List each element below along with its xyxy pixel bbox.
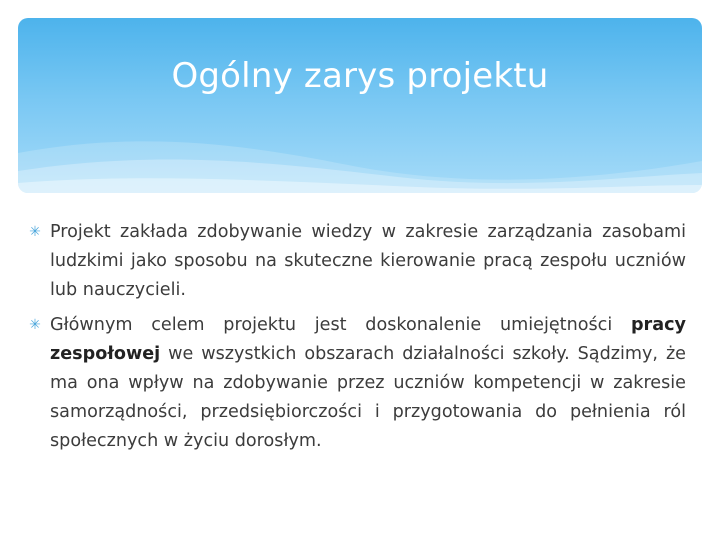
- bullet-item: [28, 311, 686, 456]
- bullet-text-start: Głównym celem projektu jest doskonalenie umiejętności: [50, 315, 631, 335]
- emphasized-phrase: pracy zespołowej: [50, 315, 686, 364]
- bullet-item: [28, 218, 686, 305]
- asterisk-bullet-icon: ✳: [29, 317, 41, 333]
- asterisk-bullet-icon: ✳: [29, 224, 41, 240]
- bullet-list: [28, 218, 686, 462]
- slide-title: Ogólny zarys projektu: [171, 56, 549, 96]
- title-banner: [18, 18, 702, 193]
- wave-decoration: [18, 113, 702, 193]
- bullet-text: Projekt zakłada zdobywanie wiedzy w zakresie zarządzania zasobami ludzkimi jako sposobu na skuteczne kierowanie pracą zespołu uczniów lub nauczycieli.: [50, 222, 686, 300]
- bullet-text-end: we wszystkich obszarach działalności szkoły. Sądzimy, że ma ona wpływ na zdobywanie przez uczniów kompetencji w zakresie samorządności, przedsiębiorczości i przygotowania do pełnienia ról społecznych w życiu dorosłym.: [50, 344, 686, 451]
